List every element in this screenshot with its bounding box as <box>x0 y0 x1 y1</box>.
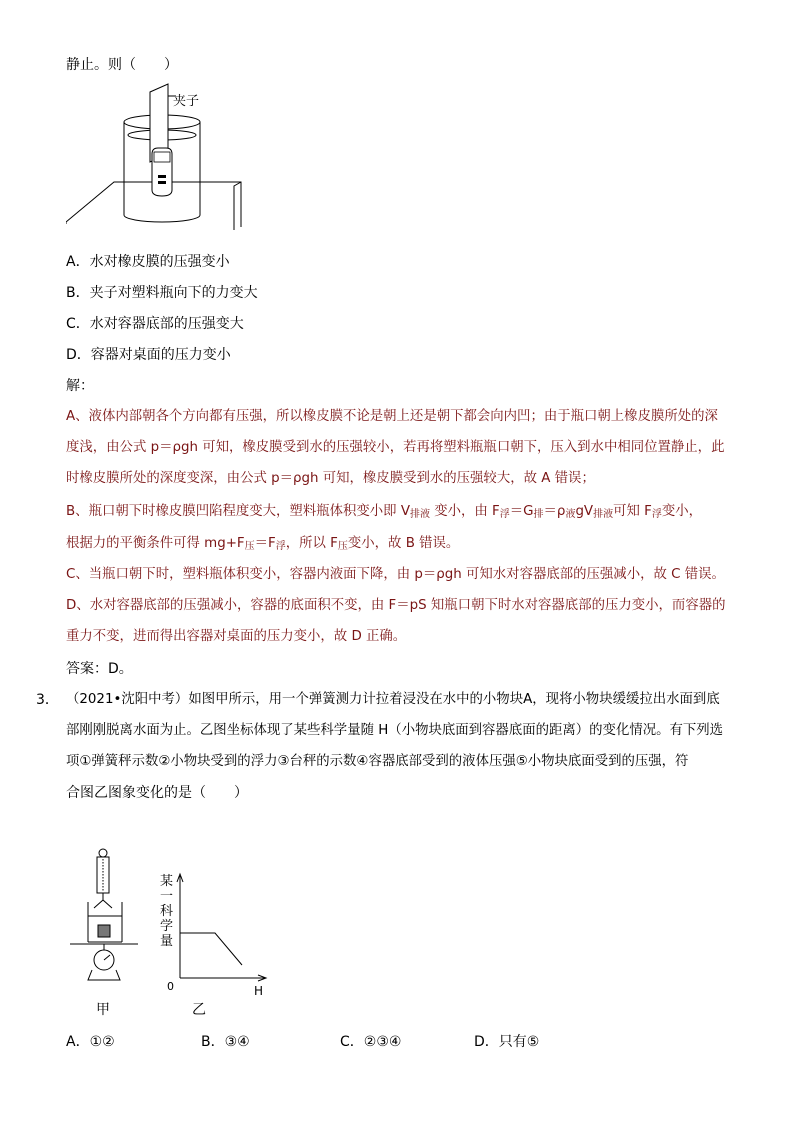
q3-stem-line4: 合图乙图象变化的是（ ） <box>66 785 248 801</box>
figure-yi-origin: 0 <box>167 980 174 993</box>
q3-option-d: D．只有⑤ <box>474 1034 540 1050</box>
q2-option-c: C．水对容器底部的压强变大 <box>66 316 244 332</box>
solution-d-line2: 重力不变，进而得出容器对桌面的压力变小，故 D 正确。 <box>66 629 407 644</box>
clip-label: 夹子 <box>173 94 200 109</box>
q2-option-d: D．容器对桌面的压力变小 <box>66 347 231 363</box>
q3-stem-line2: 部刚刚脱离水面为止。乙图坐标体现了某些科学量随 H（小物块底面到容器底面的距离）的变化情况。有下列选 <box>66 723 724 738</box>
answer: 答案：D。 <box>66 661 133 677</box>
solution-b-line1: B、瓶口朝下时橡皮膜凹陷程度变大，塑料瓶体积变小即 $V_{排液}$ 变小，由 $F_浮=G_排=\rho_液gV_{排液}$可知 $F_浮$变小， <box>66 504 703 520</box>
question-stem-tail: 静止。则（ ） <box>66 57 178 73</box>
figure-yi-ylabel: 某 一 科 学 量 <box>160 874 174 949</box>
q3-option-a: A．①② <box>66 1034 115 1050</box>
figure-jia-label: 甲 <box>96 1002 110 1018</box>
q3-option-c: C．②③④ <box>340 1034 402 1050</box>
solution-a-line1: A、液体内部朝各个方向都有压强，所以橡皮膜不论是朝上还是朝下都会向内凹；由于瓶口朝上橡皮膜所处的深 <box>66 409 718 424</box>
q3-option-b: B．③④ <box>201 1034 250 1050</box>
figure-yi-xlabel: H <box>254 984 264 998</box>
solution-a-line3: 时橡皮膜所处的深度变深，由公式 p＝ρgh 可知，橡皮膜受到水的压强较大，故 A 错误； <box>66 471 595 486</box>
q2-figure-container <box>66 82 266 232</box>
figure-jia <box>66 848 146 998</box>
q3-stem-line3: 项①弹簧秤示数②小物块受到的浮力③台秤的示数④容器底部受到的液体压强⑤小物块底面受到的压强，符 <box>66 754 689 769</box>
figure-yi-graph <box>170 870 280 1000</box>
solution-c-line1: C、当瓶口朝下时，塑料瓶体积变小，容器内液面下降，由 p＝ρgh 可知水对容器底部的压强减小，故 C 错误。 <box>66 567 725 582</box>
q2-option-b: B．夹子对塑料瓶向下的力变大 <box>66 285 258 301</box>
figure-yi-label: 乙 <box>192 1002 206 1018</box>
q3-stem-line1: （2021•沈阳中考）如图甲所示，用一个弹簧测力计拉着浸没在水中的小物块A，现将小物块缓缓拉出水面到底 <box>66 692 720 707</box>
solution-b-line2: 根据力的平衡条件可得 $mg+F_压=F_浮$，所以 $F_压$变小，故 B 错误。 <box>66 536 460 552</box>
q2-option-a: A．水对橡皮膜的压强变小 <box>66 254 230 270</box>
solution-d-line1: D、水对容器底部的压强减小，容器的底面积不变，由 F＝pS 知瓶口朝下时水对容器底部的压力变小，而容器的 <box>66 598 726 613</box>
q3-number: 3． <box>36 692 59 708</box>
solution-label: 解： <box>66 378 94 394</box>
solution-a-line2: 度浅，由公式 p＝ρgh 可知，橡皮膜受到水的压强较小，若再将塑料瓶瓶口朝下，压入到水中相同位置静止，此 <box>66 440 725 455</box>
